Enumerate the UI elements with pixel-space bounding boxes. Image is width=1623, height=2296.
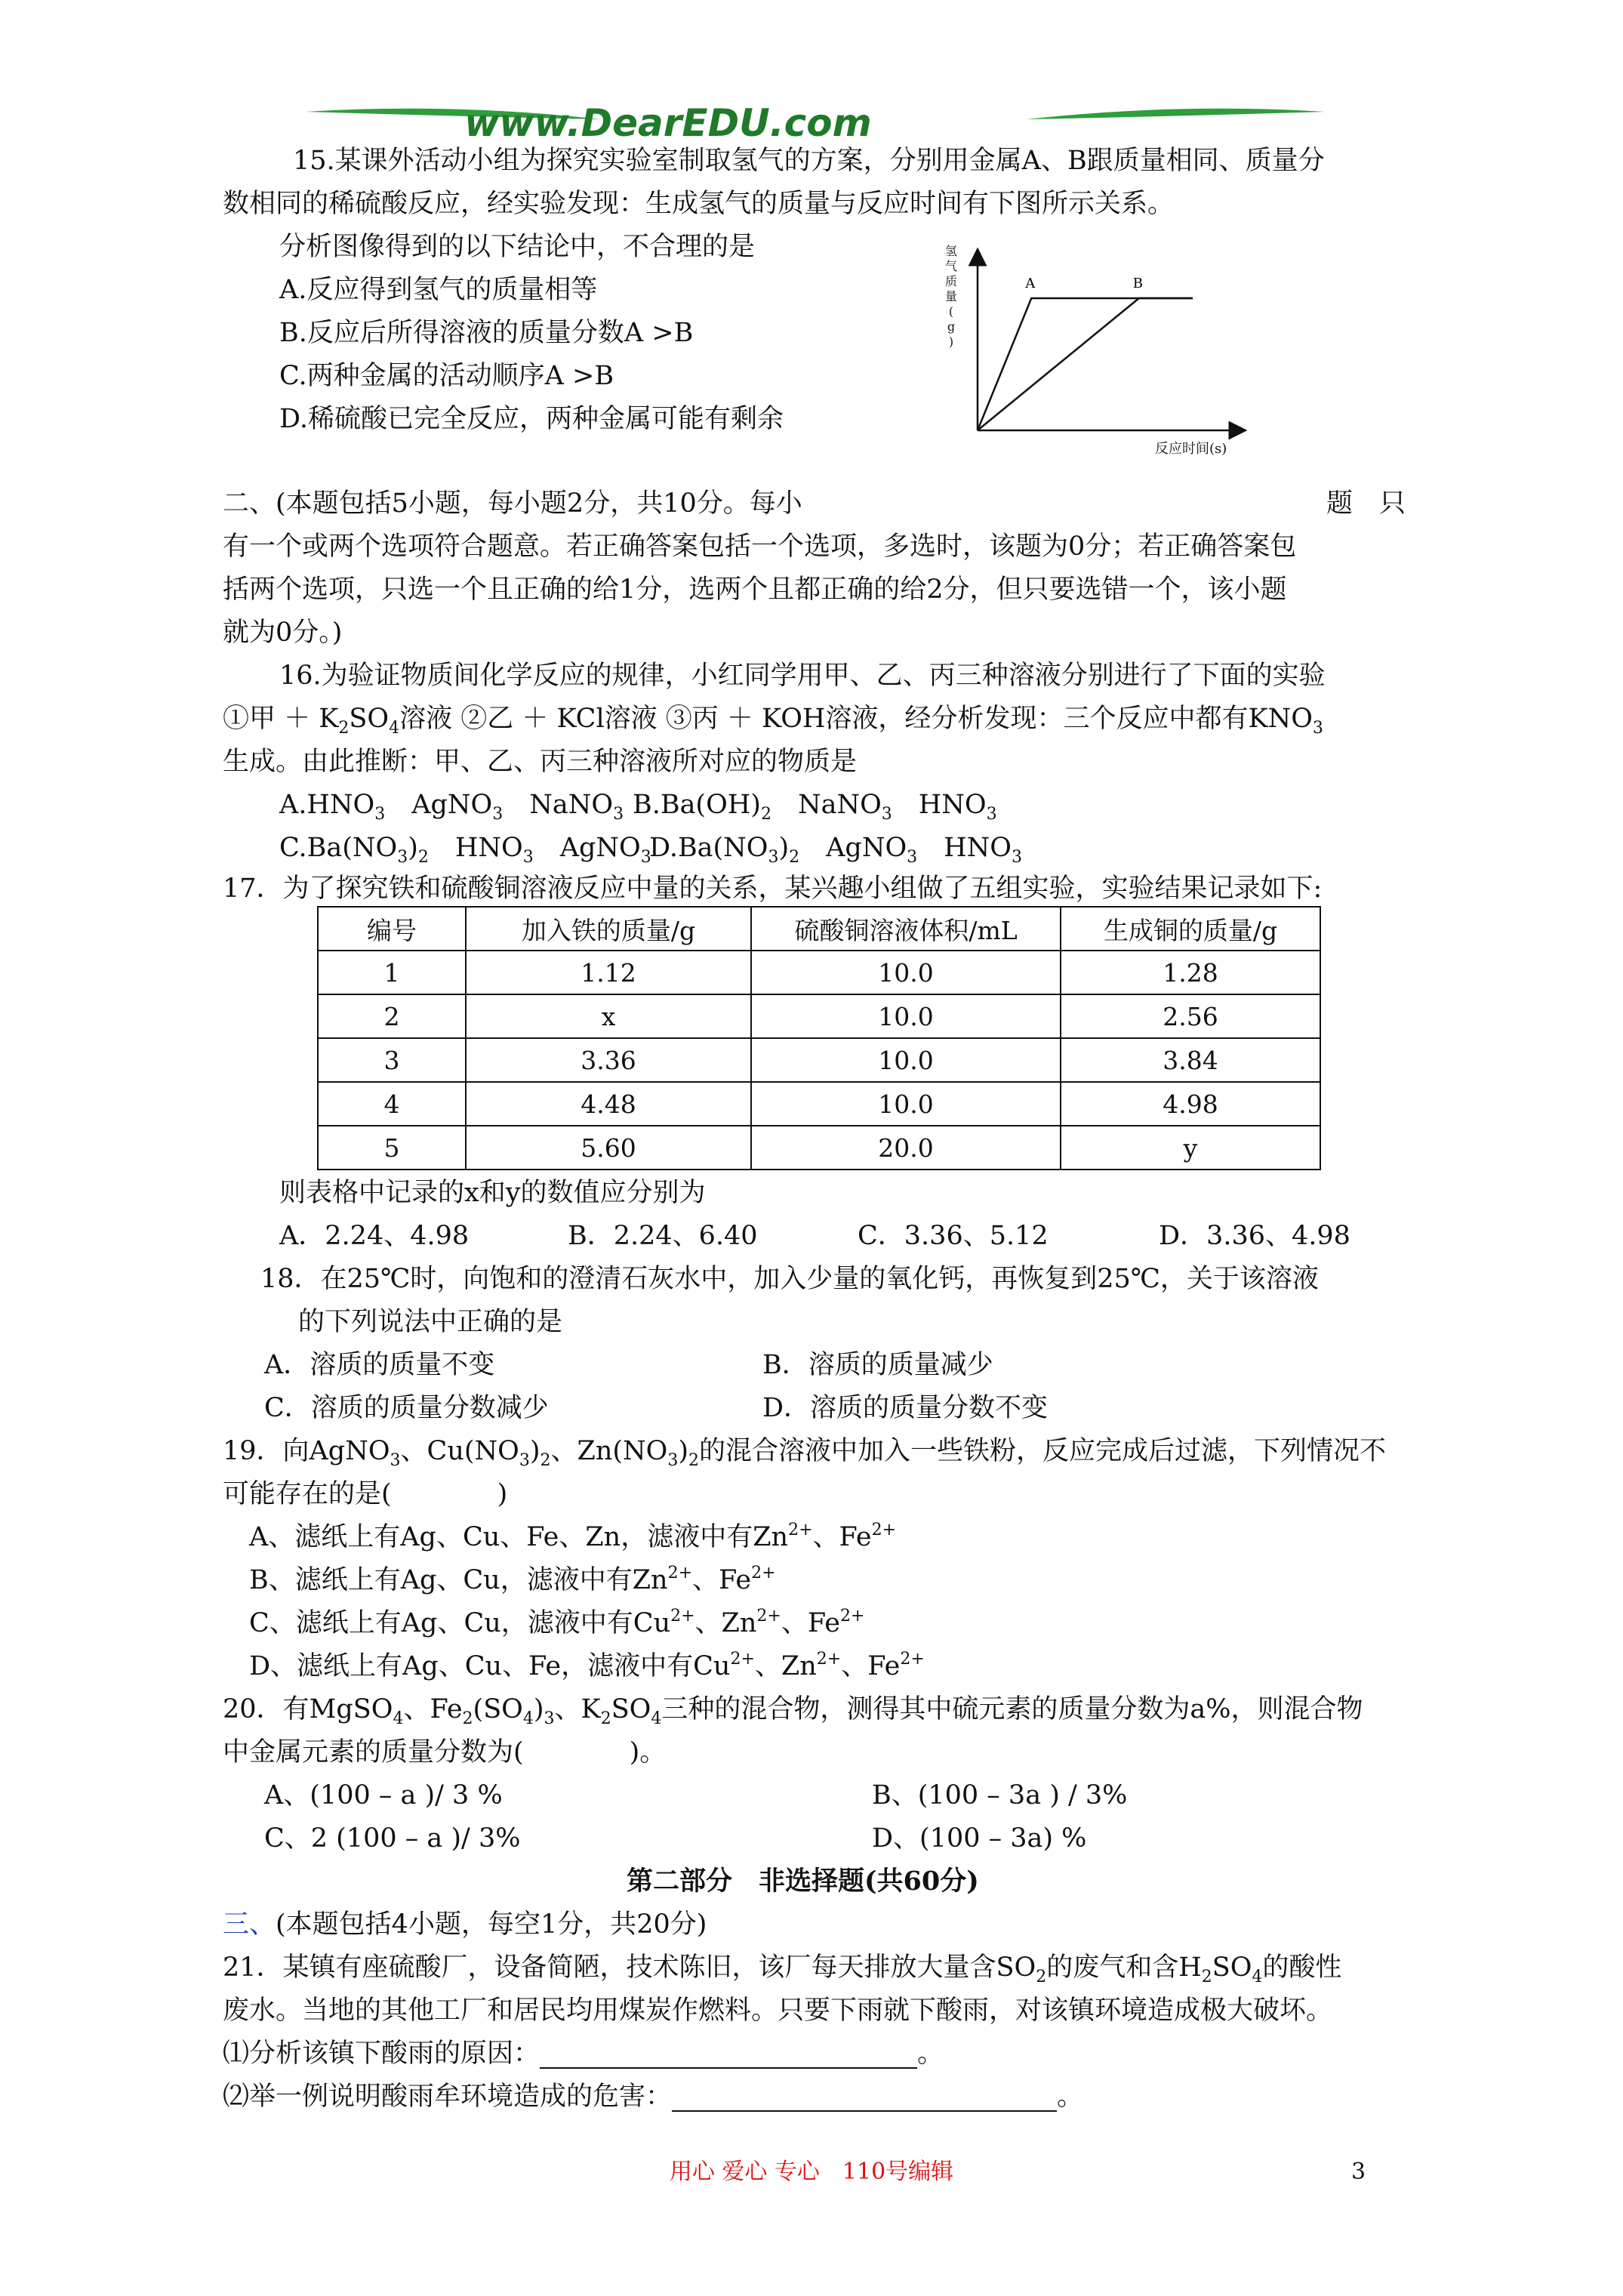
table-row [318, 1082, 1320, 1126]
q18-line-1: 18．在25℃时，向饱和的澄清石灰水中，加入少量的氧化钙，再恢复到25℃，关于该溶液 [260, 1264, 1319, 1294]
section3-prefix: 三、 [223, 1909, 276, 1940]
chart-y-label-char: 氢 [944, 244, 958, 258]
table-cell: 1 [318, 951, 466, 994]
chart-y-label-char: 质 [944, 274, 958, 288]
q15-option-a: A.反应得到氢气的质量相等 [279, 275, 598, 305]
chart-y-label-char: ( [948, 304, 954, 319]
q15-prompt: 分析图像得到的以下结论中，不合理的是 [279, 232, 756, 262]
table-header-cell: 生成铜的质量/g [1061, 907, 1320, 951]
table-cell: 4 [318, 1082, 466, 1126]
q21-sub2-end: 。 [1057, 2082, 1084, 2112]
q17-option-d: D．3.36、4.98 [1159, 1221, 1350, 1251]
table-cell: 20.0 [751, 1126, 1061, 1170]
table-cell: 10.0 [751, 951, 1061, 994]
q21-sub1-end: 。 [917, 2039, 944, 2069]
q18-line-2: 的下列说法中正确的是 [298, 1307, 563, 1337]
chart-y-label-char: ) [948, 334, 954, 349]
q16-line-3: 生成。由此推断：甲、乙、丙三种溶液所对应的物质是 [223, 747, 858, 777]
section2-line-1a: 二、(本题包括5小题，每小题2分，共10分。每小 [223, 488, 802, 519]
chart-y-label-char: g [947, 319, 956, 334]
q20-option-b: B、(100 – 3a ) / 3% [872, 1780, 1128, 1811]
table-cell: 5.60 [466, 1126, 751, 1170]
q15-line-1: 15.某课外活动小组为探究实验室制取氢气的方案，分别用金属A、B跟质量相同、质量分 [293, 146, 1325, 176]
table-cell: 10.0 [751, 994, 1061, 1038]
table-header-cell: 编号 [318, 907, 466, 951]
q17-title: 17．为了探究铁和硫酸铜溶液反应中量的关系，某兴趣小组做了五组实验，实验结果记录如下: [223, 874, 1323, 904]
q18-option-b: B．溶质的质量减少 [762, 1350, 993, 1380]
q20-line-2: 中金属元素的质量分数为( )。 [223, 1737, 667, 1767]
q21-sub2-text: ⑵举一例说明酸雨牟环境造成的危害： [223, 2082, 673, 2112]
table-cell: y [1061, 1126, 1320, 1170]
q16-option-b: $B.Ba(OH)_2$ NaNO$_3$ $HNO_3$ [633, 790, 997, 824]
q19-option-a: A、滤纸上有Ag、Cu、Fe、Zn，滤液中有$Zn^{2+}$、$Fe^{2+}$ [249, 1521, 897, 1552]
table-cell: 1.28 [1061, 951, 1320, 994]
table-cell: 5 [318, 1126, 466, 1170]
q21-answer-blank-1[interactable] [540, 2042, 917, 2069]
q17-option-b: B．2.24、6.40 [568, 1221, 758, 1251]
chart-y-axis-label [945, 244, 957, 349]
chart-y-label-char: 气 [944, 259, 958, 273]
table-header-row [318, 907, 1320, 951]
chart-series-label-A: A [1025, 276, 1036, 291]
chart-y-label-char: 量 [944, 289, 958, 304]
q15-option-c: C.两种金属的活动顺序A >B [279, 361, 614, 391]
q20-option-c: C、2 (100 – a )/ 3% [264, 1823, 521, 1854]
table-cell: 3 [318, 1038, 466, 1082]
q18-option-c: C．溶质的质量分数减少 [264, 1393, 549, 1423]
table-cell: x [466, 994, 751, 1038]
section2-line-1b: 题 只 [1326, 488, 1406, 519]
footer-text: 用心 爱心 专心 110号编辑 [669, 2159, 954, 2185]
q21-sub1-text: ⑴分析该镇下酸雨的原因： [223, 2039, 540, 2069]
q18-option-d: D．溶质的质量分数不变 [762, 1393, 1049, 1423]
q16-line-2: ①甲 ＋ $K_2SO_4$溶液 ②乙 ＋ KCl溶液 ③丙 ＋ KOH溶液，经分析发现：三个反应中都有$KNO_3$ [223, 704, 1323, 738]
q20-option-a: A、(100 – a )/ 3 % [264, 1780, 503, 1811]
table-header-cell: 硫酸铜溶液体积/mL [751, 907, 1061, 951]
section3-heading [223, 1906, 707, 1943]
header-site-name: www.DearEDU.com [464, 101, 872, 145]
q21-subquestion-2 [223, 2078, 1083, 2116]
q17-option-a: A．2.24、4.98 [279, 1221, 470, 1251]
q18-option-a: A．溶质的质量不变 [264, 1350, 495, 1380]
q17-data-table [317, 906, 1321, 1170]
q19-option-b: B、滤纸上有Ag、Cu，滤液中有$Zn^{2+}$、$Fe^{2+}$ [249, 1564, 776, 1595]
chart-x-axis-label: 反应时间(s) [1155, 441, 1227, 457]
table-cell: 10.0 [751, 1038, 1061, 1082]
q21-line-2: 废水。当地的其他工厂和居民均用煤炭作燃料。只要下雨就下酸雨，对该镇环境造成极大破坏。 [223, 1996, 1333, 2026]
q16-option-d: $D.Ba(NO_3)_2$ AgNO$_3$ $HNO_3$ [649, 833, 1022, 867]
q21-line-1: 21．某镇有座硫酸厂，设备简陋，技术陈旧，该厂每天排放大量含$SO_2$的废气和含$H_2SO_4$的酸性 [223, 1952, 1342, 1986]
q17-option-c: C．3.36、5.12 [858, 1221, 1049, 1251]
chart-series-line-B [978, 298, 1193, 430]
section3-text: (本题包括4小题，每空1分，共20分) [276, 1909, 707, 1940]
q20-option-d: D、(100 – 3a) % [872, 1823, 1087, 1854]
q16-line-1: 16.为验证物质间化学反应的规律，小红同学用甲、乙、丙三种溶液分别进行了下面的实验 [279, 661, 1326, 691]
q20-line-1: 20．有MgSO$_4$、$Fe_2(SO_4)_3$、$K_2SO_4$三种的混合物，测得其中硫元素的质量分数为a%，则混合物 [223, 1694, 1363, 1728]
q21-answer-blank-2[interactable] [672, 2085, 1057, 2112]
table-cell: 3.84 [1061, 1038, 1320, 1082]
section2-line-4: 就为0分。) [223, 618, 343, 648]
q15-line-2: 数相同的稀硫酸反应，经实验发现：生成氢气的质量与反应时间有下图所示关系。 [223, 189, 1175, 219]
table-cell: 3.36 [466, 1038, 751, 1082]
q16-option-a: $A.HNO_3$ AgNO$_3$ NaNO$_3$ [279, 790, 624, 824]
table-cell: 2 [318, 994, 466, 1038]
q19-option-d: D、滤纸上有Ag、Cu、Fe，滤液中有$Cu^{2+}$、$Zn^{2+}$、$Fe^{2+}$ [249, 1650, 925, 1681]
section2-line-3: 括两个选项，只选一个且正确的给1分，选两个且都正确的给2分，但只要选错一个，该小题 [223, 575, 1287, 605]
q19-option-c: C、滤纸上有Ag、Cu，滤液中有$Cu^{2+}$、$Zn^{2+}$、$Fe^{2+}$ [249, 1607, 865, 1638]
page-number: 3 [1351, 2159, 1366, 2185]
table-header-cell: 加入铁的质量/g [466, 907, 751, 951]
q16-option-c: $C.Ba(NO_3)_2$ $HNO_3$ AgNO$_3$ [279, 833, 651, 867]
table-row [318, 951, 1320, 994]
part2-title: 第二部分 非选择题(共60分) [627, 1866, 979, 1897]
header-swoosh-right [1027, 109, 1325, 119]
table-cell: 4.48 [466, 1082, 751, 1126]
table-row [318, 1038, 1320, 1082]
q17-ask: 则表格中记录的x和y的数值应分别为 [279, 1178, 706, 1208]
q15-option-b: B.反应后所得溶液的质量分数A >B [279, 318, 694, 348]
q19-line-1: 19．向AgNO$_3$、$Cu(NO_3)_2$、$Zn(NO_3)_2$的混合溶液中加入一些铁粉，反应完成后过滤，下列情况不 [223, 1436, 1387, 1470]
chart-series-label-B: B [1132, 276, 1143, 291]
table-cell: 10.0 [751, 1082, 1061, 1126]
table-row [318, 1126, 1320, 1170]
chart-series-line-A [978, 298, 1193, 430]
table-cell: 4.98 [1061, 1082, 1320, 1126]
q15-option-d: D.稀硫酸已完全反应，两种金属可能有剩余 [279, 404, 784, 434]
table-cell: 2.56 [1061, 994, 1320, 1038]
q19-line-2: 可能存在的是( ) [223, 1479, 508, 1509]
q21-subquestion-1 [223, 2035, 944, 2073]
hydrogen-reaction-chart [929, 234, 1291, 464]
section2-line-2: 有一个或两个选项符合题意。若正确答案包括一个选项，多选时，该题为0分；若正确答案包 [223, 532, 1297, 562]
table-row [318, 994, 1320, 1038]
table-cell: 1.12 [466, 951, 751, 994]
